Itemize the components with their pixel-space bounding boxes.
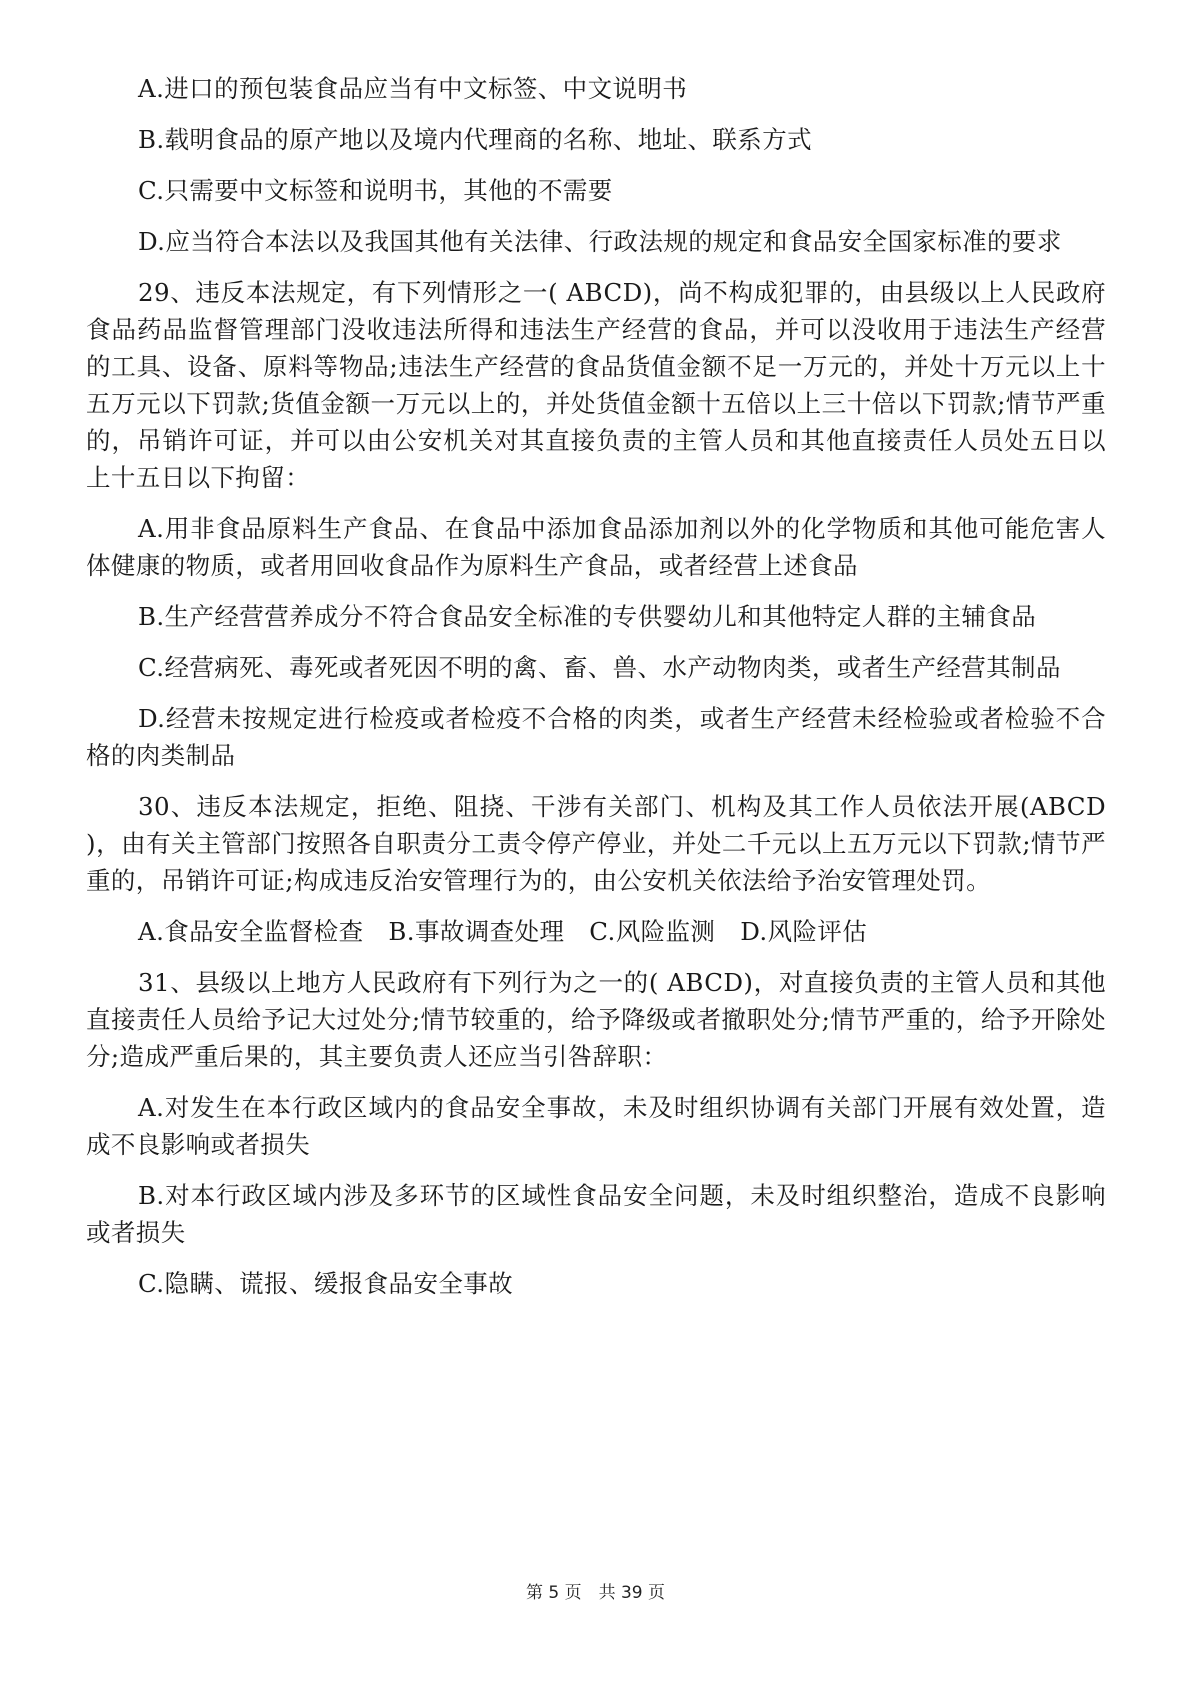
- option-d-q29: D.经营未按规定进行检疫或者检疫不合格的肉类，或者生产经营未经检验或者检验不合格的肉类制品: [86, 704, 1106, 770]
- page-number-footer: 第 5 页 共 39 页: [525, 1583, 666, 1603]
- option-a-q29: A.用非食品原料生产食品、在食品中添加食品添加剂以外的化学物质和其他可能危害人体健康的物质，或者用回收食品作为原料生产食品，或者经营上述食品: [86, 514, 1106, 580]
- option-b-q29: B.生产经营营养成分不符合食品安全标准的专供婴幼儿和其他特定人群的主辅食品: [138, 602, 1037, 631]
- option-d-q28: D.应当符合本法以及我国其他有关法律、行政法规的规定和食品安全国家标准的要求: [138, 227, 1062, 256]
- document-body: [86, 70, 1106, 1316]
- option-a-q28: A.进口的预包装食品应当有中文标签、中文说明书: [138, 74, 688, 103]
- options-q30: A.食品安全监督检查 B.事故调查处理 C.风险监测 D.风险评估: [138, 917, 868, 946]
- question-30: 30、违反本法规定，拒绝、阻挠、干涉有关部门、机构及其工作人员依法开展(ABCD )，由有关主管部门按照各自职责分工责令停产停业，并处二千元以上五万元以下罚款;情节严重的，吊销许可证;构成违反治安管理行为的，由公安机关依法给予治安管理处罚。: [86, 792, 1106, 895]
- question-31: 31、县级以上地方人民政府有下列行为之一的( ABCD)，对直接负责的主管人员和其他直接责任人员给予记大过处分;情节较重的，给予降级或者撤职处分;情节严重的，给予开除处分;造成严重后果的，其主要负责人还应当引咎辞职：: [86, 968, 1106, 1071]
- option-c-q28: C.只需要中文标签和说明书，其他的不需要: [138, 176, 613, 205]
- option-c-q29: C.经营病死、毒死或者死因不明的禽、畜、兽、水产动物肉类，或者生产经营其制品: [138, 653, 1061, 682]
- question-29: 29、违反本法规定，有下列情形之一( ABCD)，尚不构成犯罪的，由县级以上人民政府食品药品监督管理部门没收违法所得和违法生产经营的食品，并可以没收用于违法生产经营的工具、设备、原料等物品;违法生产经营的食品货值金额不足一万元的，并处十万元以上十五万元以下罚款;货值金额一万元以上的，并处货值金额十五倍以上三十倍以下罚款;情节严重的，吊销许可证，并可以由公安机关对其直接负责的主管人员和其他直接责任人员处五日以上十五日以下拘留：: [86, 278, 1106, 492]
- option-b-q31: B.对本行政区域内涉及多环节的区域性食品安全问题，未及时组织整治，造成不良影响或者损失: [86, 1181, 1106, 1247]
- option-a-q31: A.对发生在本行政区域内的食品安全事故，未及时组织协调有关部门开展有效处置，造成不良影响或者损失: [86, 1093, 1106, 1159]
- option-b-q28: B.载明食品的原产地以及境内代理商的名称、地址、联系方式: [138, 125, 812, 154]
- option-c-q31: C.隐瞒、谎报、缓报食品安全事故: [138, 1269, 514, 1298]
